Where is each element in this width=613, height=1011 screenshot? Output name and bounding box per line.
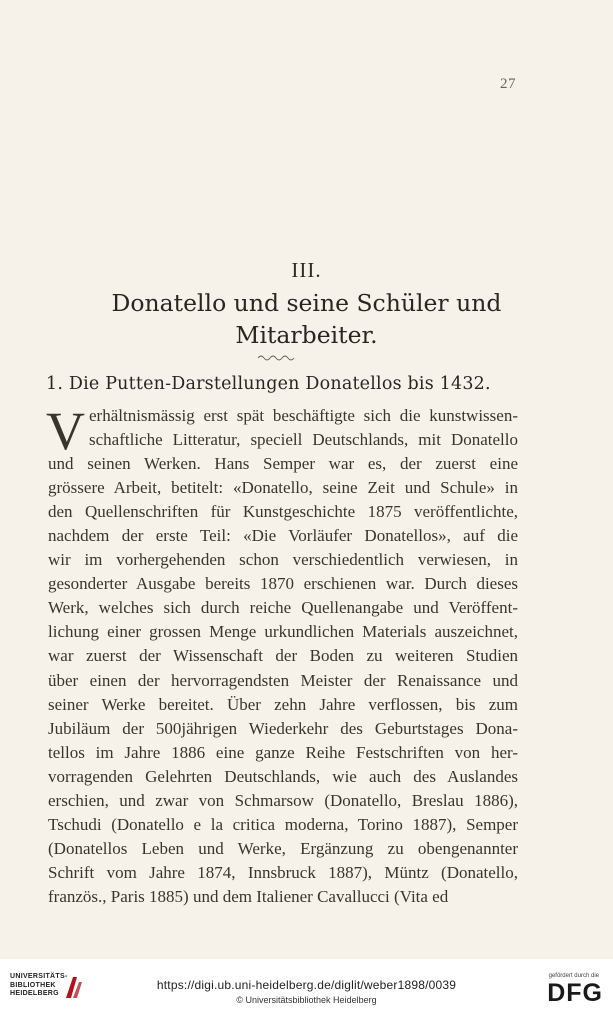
chapter-title-line: Donatello und seine Schüler und [111, 289, 502, 317]
drop-cap: V [46, 401, 85, 461]
library-name-line: UNIVERSITÄTS- [10, 973, 68, 980]
ornament-divider [257, 352, 297, 362]
body-line: schaftliche Litteratur, speciell Deutschlands, mit Donatello [89, 430, 518, 450]
body-line: gesonderter Ausgabe bereits 1870 erschienen war. Durch dieses [48, 574, 518, 594]
body-line: den Quellenschriften für Kunstgeschichte 1875 veröffentlichte, [48, 502, 518, 522]
page-number: 27 [500, 76, 516, 92]
body-line: Jubiläum der 500jährigen Wiederkehr des Geburtstages Dona- [48, 718, 518, 738]
body-line: französ., Paris 1885) und dem Italiener Cavallucci (Vita ed [48, 886, 449, 906]
body-line: (Donatellos Leben und Werke, Ergänzung zu obengenannter [48, 838, 518, 858]
chapter-numeral: III. [291, 258, 322, 282]
body-line: vorragenden Gelehrten Deutschlands, wie auch des Auslandes [48, 766, 518, 786]
copyright-notice: © Universitätsbibliothek Heidelberg [236, 995, 377, 1005]
body-line: erhältnismässig erst spät beschäftigte sich die kunstwissen- [89, 406, 518, 425]
body-line: war zuerst der Wissenschaft der Boden zu weiteren Studien [48, 646, 518, 666]
body-line: über einen der hervorragendsten Meister der Renaissance und [48, 670, 518, 690]
section-heading: 1. Die Putten-Darstellungen Donatellos bis 1432. [46, 374, 491, 394]
library-name-line: HEIDELBERG [10, 990, 59, 997]
permalink-url[interactable]: https://digi.ub.uni-heidelberg.de/diglit/weber1898/0039 [156, 978, 457, 992]
body-line: und seinen Werken. Hans Semper war es, der zuerst eine [48, 454, 518, 474]
body-text [46, 401, 518, 909]
body-line: grössere Arbeit, betitelt: «Donatello, seine Zeit und Schule» in [48, 478, 518, 498]
body-line: Tschudi (Donatello e la critica moderna, Torino 1887), Semper [48, 814, 518, 834]
body-line: nachdem der erste Teil: «Die Vorläufer Donatellos», auf die [48, 526, 518, 546]
body-line: seiner Werke bereitet. Über zehn Jahre verflossen, bis zum [48, 694, 518, 714]
body-line: wir im vorhergehenden schon verschiedentlich verwiesen, in [48, 550, 518, 570]
body-line: Werk, welches sich durch reiche Quellenangabe und Veröffent- [48, 598, 518, 618]
footer-bar [0, 959, 613, 1011]
library-name-line: BIBLIOTHEK [10, 981, 56, 989]
body-line: Schrift vom Jahre 1874, Innsbruck 1887), Müntz (Donatello, [48, 862, 518, 882]
body-line: tellos im Jahre 1886 eine ganze Reihe Festschriften von her- [48, 742, 518, 762]
body-line: lichung einer grossen Menge urkundlichen Materials auszeichnet, [48, 622, 518, 642]
chapter-title [40, 287, 573, 351]
dfg-logo: DFG [547, 979, 603, 1007]
body-line: erschien, und zwar von Schmarsow (Donatello, Breslau 1886), [48, 790, 518, 810]
sponsor-caption: gefördert durch die [548, 973, 599, 979]
chapter-title-line: Mitarbeiter. [235, 321, 378, 349]
